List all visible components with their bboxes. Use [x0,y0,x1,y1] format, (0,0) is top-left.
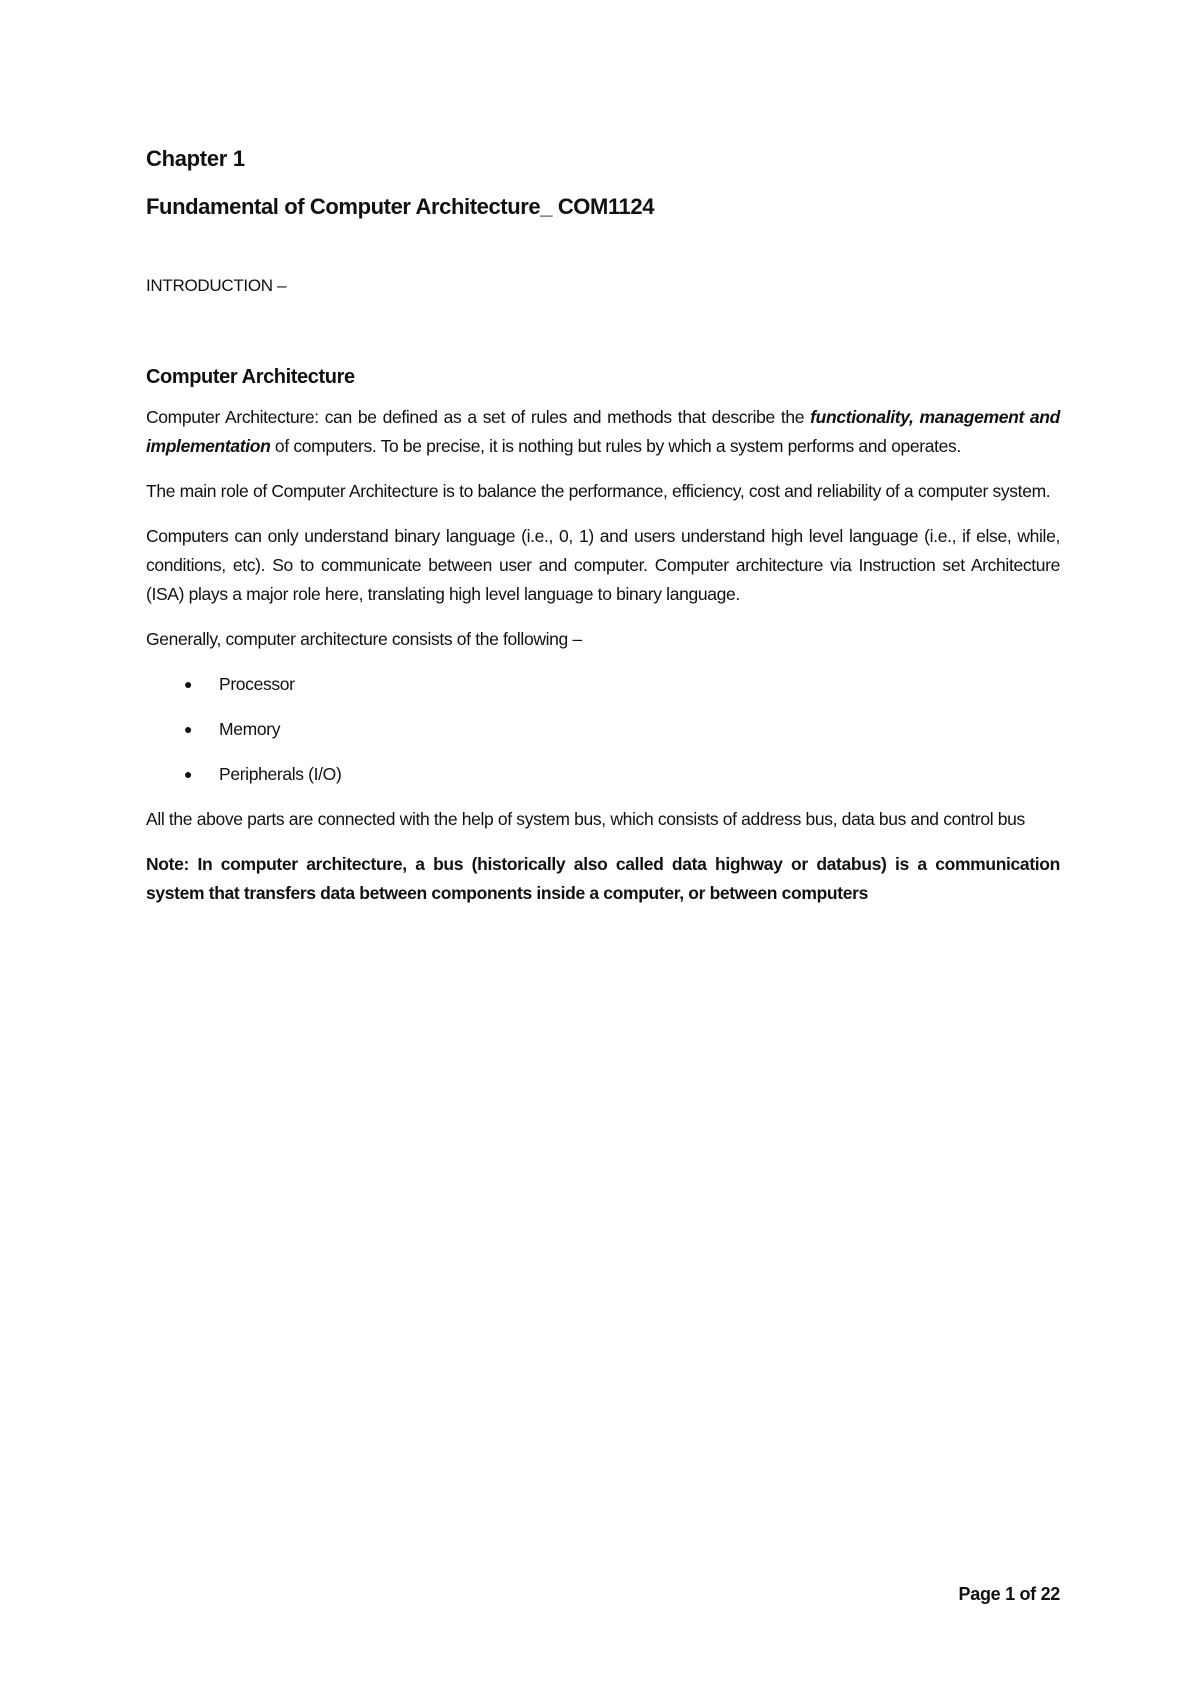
course-title: Fundamental of Computer Architecture_ COM1124 [146,194,655,219]
list-item-label: Peripherals (I/O) [219,764,342,784]
chapter-heading: Chapter 1 [146,146,245,171]
system-bus-paragraph: All the above parts are connected with the help of system bus, which consists of address bus, data bus and control bus [146,809,1025,829]
binary-language-paragraph: Computers can only understand binary language (i.e., 0, 1) and users understand high level language (i.e., if else, while, conditions, etc). So to communicate between user and computer. Computer architecture via Instruction set Architecture (ISA) plays a major role here, translating high level language to binary language. [146,526,1060,604]
bus-note: Note: In computer architecture, a bus (historically also called data highway or databus) is a communication system that transfers data between components inside a computer, or between computers [146,854,1060,903]
list-item [146,670,1060,699]
bullet-icon: ● [184,766,193,782]
definition-emphasis-text: functionality, management and implementation [146,407,1060,456]
list-item-label: Memory [219,719,281,739]
list-item [146,715,1060,744]
role-paragraph: The main role of Computer Architecture is to balance the performance, efficiency, cost and reliability of a computer system. [146,481,1051,501]
section-heading: Computer Architecture [146,366,355,388]
components-intro-paragraph: Generally, computer architecture consists of the following – [146,629,582,649]
page-content [146,146,1060,908]
page-number: Page 1 of 22 [958,1584,1060,1604]
introduction-label: INTRODUCTION – [146,276,287,295]
definition-tail-text: of computers. To be precise, it is nothing but rules by which a system performs and operates. [270,436,961,456]
list-item [146,760,1060,789]
bullet-icon: ● [184,721,193,737]
bullet-icon: ● [184,676,193,692]
definition-lead-text: Computer Architecture: can be defined as a set of rules and methods that describe the [146,407,811,427]
list-item-label: Processor [219,674,295,694]
definition-paragraph [146,403,1060,461]
components-list [146,670,1060,789]
